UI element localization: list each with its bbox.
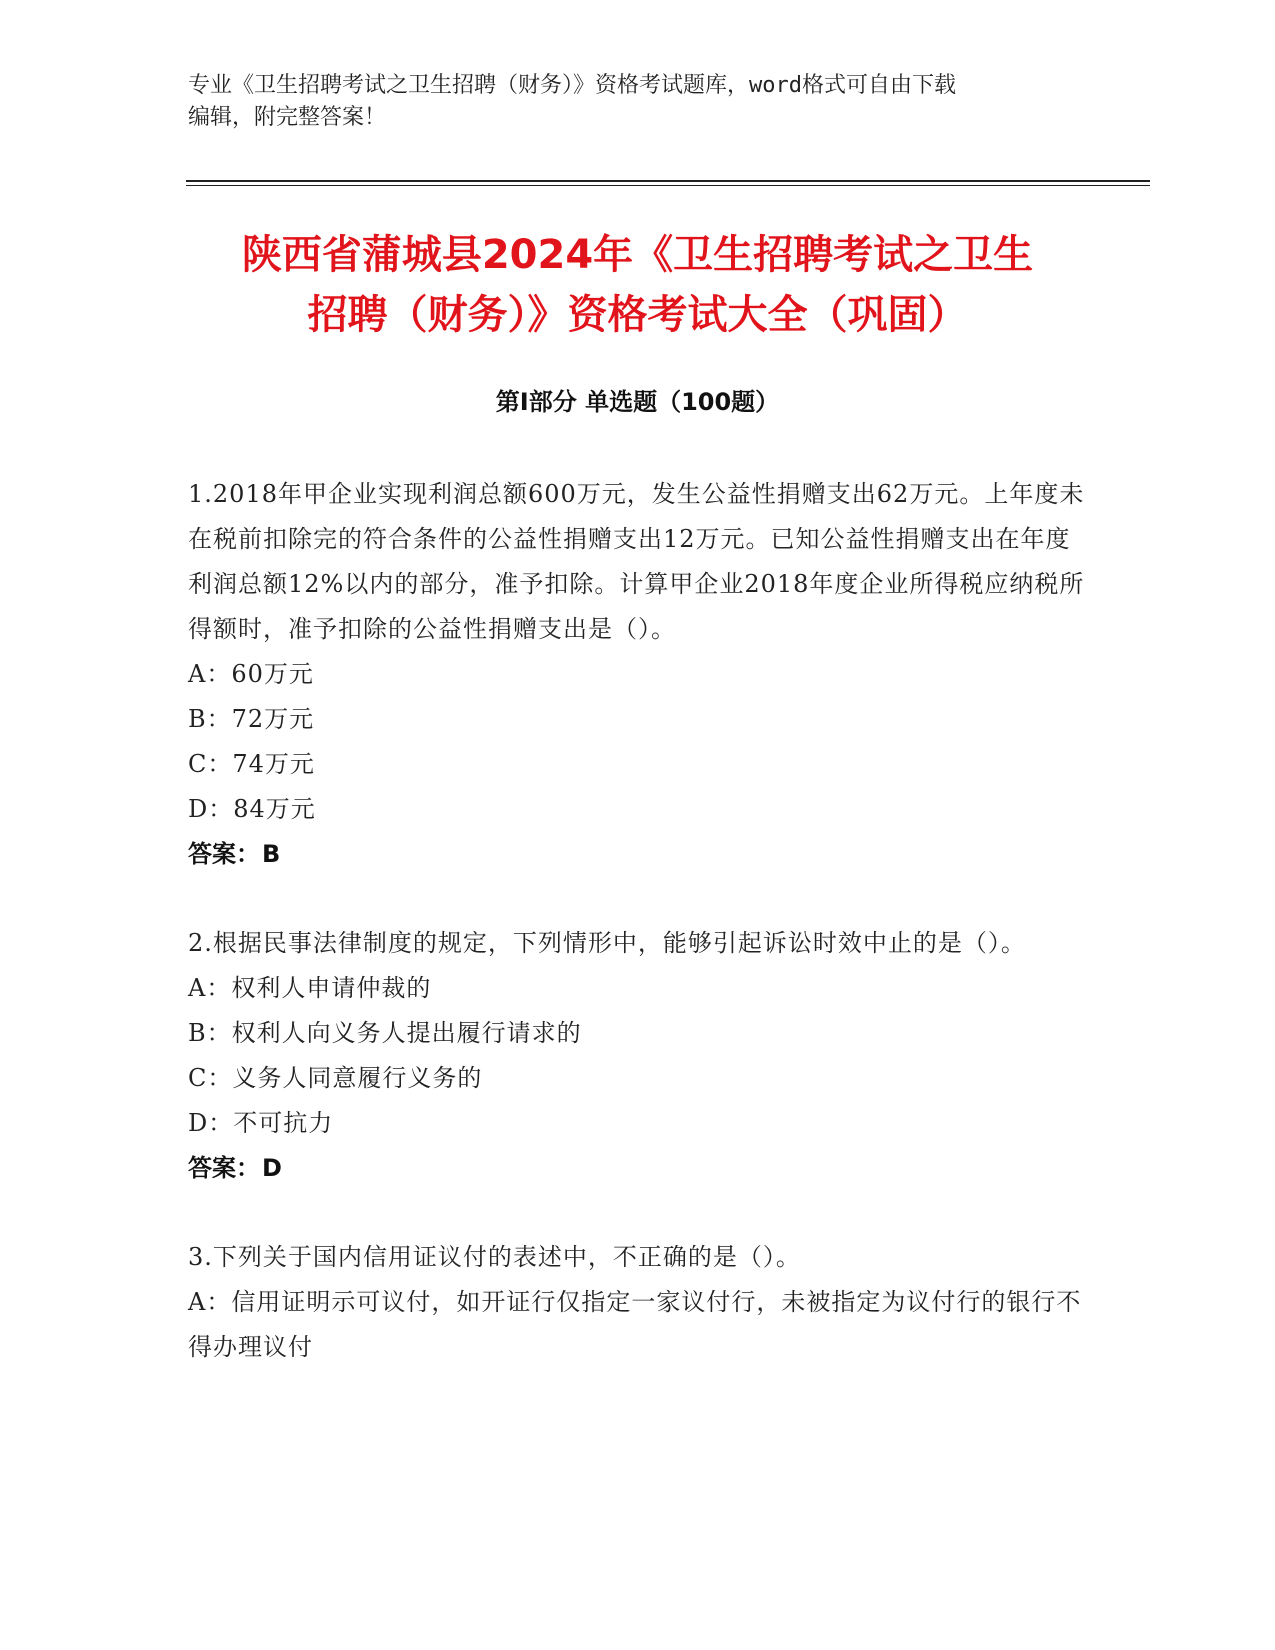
answer-label: 答案： [188,1154,260,1182]
question-2 [188,921,1088,1191]
option-d: D：84万元 [188,795,316,823]
answer-line [188,1146,1088,1191]
question-3 [188,1235,1088,1370]
question-stem: 2.根据民事法律制度的规定，下列情形中，能够引起诉讼时效中止的是（）。 [188,929,1026,957]
answer-value: B [262,840,281,868]
answer-line [188,832,1088,877]
question-stem: 1.2018年甲企业实现利润总额600万元，发生公益性捐赠支出62万元。上年度未在税前扣除完的符合条件的公益性捐赠支出12万元。已知公益性捐赠支出在年度利润总额12%以内的部分，准予扣除。计算甲企业2018年度企业所得税应纳税所得额时，准予扣除的公益性捐赠支出是（）。 [188,480,1085,643]
header-divider-thin [186,185,1150,186]
question-stem: 3.下列关于国内信用证议付的表述中，不正确的是（）。 [188,1243,801,1271]
answer-label: 答案： [188,840,260,868]
header-notice [188,70,1088,134]
option-b: B：权利人向义务人提出履行请求的 [188,1019,582,1047]
option-a: A：信用证明示可议付，如开证行仅指定一家议付行，未被指定为议付行的银行不得办理议付 [188,1288,1082,1361]
question-list [188,472,1088,1414]
header-divider [186,180,1150,182]
option-c: C：74万元 [188,750,315,778]
header-line-2: 编辑，附完整答案！ [188,105,387,130]
answer-value: D [262,1154,282,1182]
option-c: C：义务人同意履行义务的 [188,1064,483,1092]
document-title [170,225,1105,345]
section-heading: 第Ⅰ部分 单选题（100题） [495,388,780,416]
option-d: D：不可抗力 [188,1109,334,1137]
title-line-1: 陕西省蒲城县2024年《卫生招聘考试之卫生 [241,232,1034,278]
question-1 [188,472,1088,877]
option-a: A：权利人申请仲裁的 [188,974,432,1002]
title-line-2: 招聘（财务）》资格考试大全（巩固） [307,292,968,338]
option-b: B：72万元 [188,705,315,733]
option-a: A：60万元 [188,660,314,688]
header-line-1: 专业《卫生招聘考试之卫生招聘（财务）》资格考试题库，word格式可自由下载 [188,73,956,98]
